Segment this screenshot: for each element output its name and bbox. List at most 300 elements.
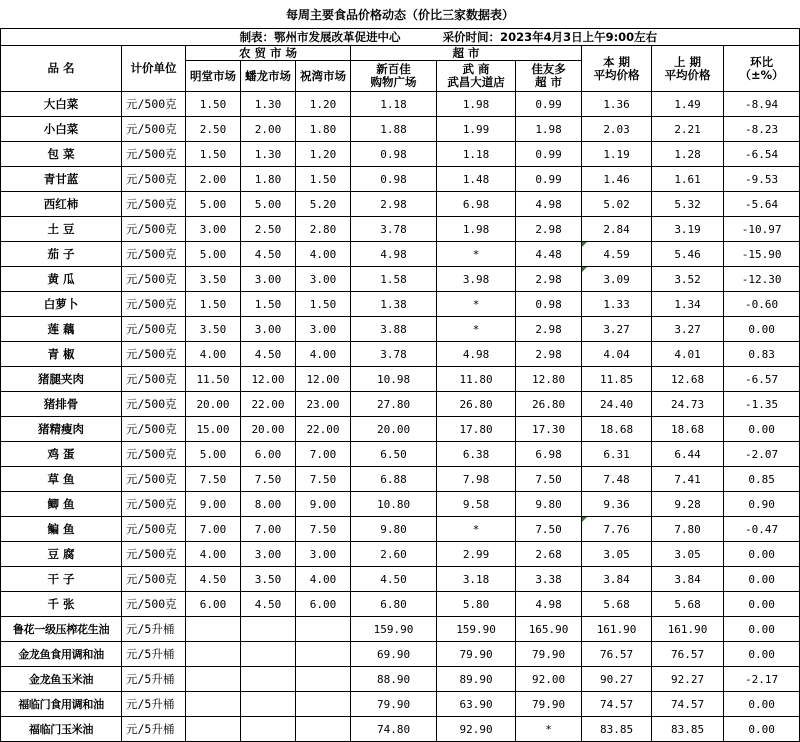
- price-cell-s1: 6.88: [351, 467, 437, 492]
- price-cell-prev: 92.27: [652, 667, 724, 692]
- price-cell-prev: 3.52: [652, 267, 724, 292]
- price-cell-m1: [186, 667, 241, 692]
- price-cell-s1: 0.98: [351, 142, 437, 167]
- price-cell-m1: 20.00: [186, 392, 241, 417]
- price-cell-prev: 3.05: [652, 542, 724, 567]
- price-cell-cur: 1.19: [582, 142, 652, 167]
- table-row: [1, 292, 800, 317]
- price-cell-m3: [296, 692, 351, 717]
- item-unit: 元/500克: [122, 567, 186, 592]
- price-cell-s1: 1.38: [351, 292, 437, 317]
- item-name: 青甘蓝: [1, 167, 122, 192]
- price-cell-s1: 1.58: [351, 267, 437, 292]
- item-name: 莲 藕: [1, 317, 122, 342]
- price-cell-m2: 8.00: [241, 492, 296, 517]
- price-cell-cur: 76.57: [582, 642, 652, 667]
- item-unit: 元/500克: [122, 317, 186, 342]
- header-previous-avg: 上 期 平均价格: [652, 46, 724, 92]
- price-cell-s2: 63.90: [437, 692, 516, 717]
- price-cell-cur: 11.85: [582, 367, 652, 392]
- price-cell-chg: 0.00: [724, 717, 800, 742]
- price-cell-cur: 4.04: [582, 342, 652, 367]
- item-unit: 元/500克: [122, 92, 186, 117]
- table-title: 每周主要食品价格动态（价比三家数据表）: [285, 8, 514, 22]
- price-cell-m1: 4.00: [186, 342, 241, 367]
- meta-row: [1, 29, 800, 46]
- price-cell-s1: 10.80: [351, 492, 437, 517]
- price-cell-m1: 2.00: [186, 167, 241, 192]
- item-name: 金龙鱼食用调和油: [1, 642, 122, 667]
- price-cell-prev: 76.57: [652, 642, 724, 667]
- price-cell-chg: 0.00: [724, 692, 800, 717]
- price-cell-m2: 2.50: [241, 217, 296, 242]
- price-cell-prev: 3.19: [652, 217, 724, 242]
- header-market-1: 明堂市场: [186, 61, 241, 92]
- price-cell-cur: 1.36: [582, 92, 652, 117]
- price-cell-m1: 3.00: [186, 217, 241, 242]
- price-cell-s1: 9.80: [351, 517, 437, 542]
- price-cell-m1: 1.50: [186, 142, 241, 167]
- price-cell-s3: 2.98: [516, 267, 582, 292]
- price-cell-m2: [241, 667, 296, 692]
- price-cell-prev: 74.57: [652, 692, 724, 717]
- price-cell-m2: 4.50: [241, 592, 296, 617]
- price-cell-s3: 0.99: [516, 142, 582, 167]
- table-row: [1, 367, 800, 392]
- header-supermarket-3: 佳友多 超 市: [516, 61, 582, 92]
- price-cell-s2: *: [437, 242, 516, 267]
- price-cell-prev: 1.49: [652, 92, 724, 117]
- price-cell-s3: *: [516, 717, 582, 742]
- item-name: 土 豆: [1, 217, 122, 242]
- price-cell-prev: 9.28: [652, 492, 724, 517]
- table-row: [1, 442, 800, 467]
- price-cell-chg: 0.00: [724, 642, 800, 667]
- price-cell-m3: 3.00: [296, 267, 351, 292]
- item-name: 包 菜: [1, 142, 122, 167]
- price-cell-m2: 20.00: [241, 417, 296, 442]
- price-cell-m3: 7.50: [296, 467, 351, 492]
- price-cell-m3: 4.00: [296, 342, 351, 367]
- price-cell-s1: 10.98: [351, 367, 437, 392]
- price-cell-cur: 2.03: [582, 117, 652, 142]
- price-cell-m1: 1.50: [186, 292, 241, 317]
- item-unit: 元/500克: [122, 292, 186, 317]
- price-cell-chg: 0.00: [724, 317, 800, 342]
- price-cell-m2: 2.00: [241, 117, 296, 142]
- item-name: 茄 子: [1, 242, 122, 267]
- item-name: 鸡 蛋: [1, 442, 122, 467]
- price-cell-m2: 1.80: [241, 167, 296, 192]
- price-cell-s1: 0.98: [351, 167, 437, 192]
- table-row: [1, 392, 800, 417]
- price-cell-prev: 83.85: [652, 717, 724, 742]
- price-cell-s3: 7.50: [516, 517, 582, 542]
- price-cell-chg: -2.07: [724, 442, 800, 467]
- item-unit: 元/500克: [122, 417, 186, 442]
- price-cell-prev: 1.28: [652, 142, 724, 167]
- item-unit: 元/500克: [122, 592, 186, 617]
- item-unit: 元/500克: [122, 517, 186, 542]
- price-cell-chg: -1.35: [724, 392, 800, 417]
- price-cell-s2: 6.98: [437, 192, 516, 217]
- price-cell-chg: -15.90: [724, 242, 800, 267]
- item-name: 福临门食用调和油: [1, 692, 122, 717]
- table-row: [1, 592, 800, 617]
- price-cell-s2: *: [437, 292, 516, 317]
- maker-cell: 制表：鄂州市发展改革促进中心: [1, 29, 437, 46]
- price-cell-cur: 24.40: [582, 392, 652, 417]
- price-cell-prev: 5.32: [652, 192, 724, 217]
- price-cell-s1: 1.88: [351, 117, 437, 142]
- price-cell-s1: 3.78: [351, 217, 437, 242]
- item-unit: 元/500克: [122, 467, 186, 492]
- price-cell-m2: [241, 617, 296, 642]
- price-cell-prev: 24.73: [652, 392, 724, 417]
- table-row: [1, 317, 800, 342]
- price-cell-chg: 0.83: [724, 342, 800, 367]
- price-cell-s3: 0.99: [516, 167, 582, 192]
- price-cell-prev: 3.27: [652, 317, 724, 342]
- price-cell-m2: 1.30: [241, 142, 296, 167]
- price-cell-s2: 9.58: [437, 492, 516, 517]
- price-cell-s3: 0.98: [516, 292, 582, 317]
- price-cell-prev: 7.41: [652, 467, 724, 492]
- table-row: [1, 642, 800, 667]
- table-row: [1, 717, 800, 742]
- price-cell-prev: 3.84: [652, 567, 724, 592]
- table-row: [1, 167, 800, 192]
- table-row: [1, 217, 800, 242]
- price-cell-cur: 2.84: [582, 217, 652, 242]
- price-cell-chg: 0.90: [724, 492, 800, 517]
- price-cell-s2: 1.98: [437, 217, 516, 242]
- price-cell-m2: 4.50: [241, 242, 296, 267]
- price-cell-s2: 1.18: [437, 142, 516, 167]
- price-cell-chg: -5.64: [724, 192, 800, 217]
- price-cell-m3: 1.20: [296, 92, 351, 117]
- price-cell-chg: -6.54: [724, 142, 800, 167]
- price-cell-prev: 6.44: [652, 442, 724, 467]
- table-row: [1, 692, 800, 717]
- item-unit: 元/500克: [122, 367, 186, 392]
- price-cell-prev: 5.68: [652, 592, 724, 617]
- price-cell-prev: 1.34: [652, 292, 724, 317]
- price-cell-m3: [296, 642, 351, 667]
- price-cell-chg: -8.94: [724, 92, 800, 117]
- price-cell-m2: 22.00: [241, 392, 296, 417]
- price-cell-m3: 1.20: [296, 142, 351, 167]
- table-row: [1, 267, 800, 292]
- item-name: 千 张: [1, 592, 122, 617]
- price-cell-s2: 92.90: [437, 717, 516, 742]
- price-cell-m2: [241, 692, 296, 717]
- price-cell-s3: 4.48: [516, 242, 582, 267]
- price-cell-m3: [296, 617, 351, 642]
- price-cell-cur: 7.76: [582, 517, 652, 542]
- price-cell-prev: 4.01: [652, 342, 724, 367]
- price-cell-m3: 9.00: [296, 492, 351, 517]
- price-cell-s3: 79.90: [516, 642, 582, 667]
- header-row-1: [1, 46, 800, 61]
- price-cell-chg: -0.60: [724, 292, 800, 317]
- price-cell-m1: 3.50: [186, 267, 241, 292]
- price-cell-chg: -6.57: [724, 367, 800, 392]
- price-cell-m1: [186, 617, 241, 642]
- item-name: 小白菜: [1, 117, 122, 142]
- price-cell-cur: 1.46: [582, 167, 652, 192]
- price-cell-s3: 4.98: [516, 592, 582, 617]
- price-cell-m2: 7.00: [241, 517, 296, 542]
- price-cell-s1: 2.98: [351, 192, 437, 217]
- price-cell-s3: 79.90: [516, 692, 582, 717]
- price-cell-prev: 12.68: [652, 367, 724, 392]
- price-cell-cur: 9.36: [582, 492, 652, 517]
- price-cell-cur: 4.59: [582, 242, 652, 267]
- price-cell-cur: 3.05: [582, 542, 652, 567]
- table-row: [1, 117, 800, 142]
- price-cell-s1: 4.50: [351, 567, 437, 592]
- item-name: 鲫 鱼: [1, 492, 122, 517]
- price-cell-s2: 1.98: [437, 92, 516, 117]
- item-unit: 元/5升桶: [122, 617, 186, 642]
- table-body: [1, 29, 800, 742]
- price-cell-chg: 0.00: [724, 617, 800, 642]
- price-cell-chg: -9.53: [724, 167, 800, 192]
- item-name: 白萝卜: [1, 292, 122, 317]
- price-cell-s2: 17.80: [437, 417, 516, 442]
- item-name: 鳊 鱼: [1, 517, 122, 542]
- item-name: 大白菜: [1, 92, 122, 117]
- item-name: 黄 瓜: [1, 267, 122, 292]
- price-cell-m3: [296, 717, 351, 742]
- table-row: [1, 542, 800, 567]
- item-unit: 元/500克: [122, 117, 186, 142]
- price-cell-s2: 2.99: [437, 542, 516, 567]
- price-cell-s2: 89.90: [437, 667, 516, 692]
- price-cell-s1: 6.80: [351, 592, 437, 617]
- price-cell-m3: 1.50: [296, 167, 351, 192]
- item-name: 鲁花一级压榨花生油: [1, 617, 122, 642]
- price-cell-s1: 79.90: [351, 692, 437, 717]
- price-cell-cur: 3.84: [582, 567, 652, 592]
- price-cell-m3: 1.50: [296, 292, 351, 317]
- item-unit: 元/5升桶: [122, 692, 186, 717]
- item-unit: 元/5升桶: [122, 667, 186, 692]
- price-cell-prev: 7.80: [652, 517, 724, 542]
- price-cell-prev: 2.21: [652, 117, 724, 142]
- price-cell-s1: 69.90: [351, 642, 437, 667]
- price-cell-s2: 5.80: [437, 592, 516, 617]
- header-farm-group: 农 贸 市 场: [186, 46, 351, 61]
- price-cell-m1: 4.00: [186, 542, 241, 567]
- price-cell-m2: 3.00: [241, 542, 296, 567]
- price-cell-s3: 9.80: [516, 492, 582, 517]
- price-cell-s1: 74.80: [351, 717, 437, 742]
- price-cell-cur: 90.27: [582, 667, 652, 692]
- price-cell-s3: 165.90: [516, 617, 582, 642]
- price-cell-chg: -2.17: [724, 667, 800, 692]
- price-cell-m3: 23.00: [296, 392, 351, 417]
- price-cell-s2: 6.38: [437, 442, 516, 467]
- price-cell-chg: 0.00: [724, 567, 800, 592]
- price-cell-chg: -12.30: [724, 267, 800, 292]
- price-cell-m3: 3.00: [296, 542, 351, 567]
- price-cell-m2: 12.00: [241, 367, 296, 392]
- price-table-frame: [0, 28, 800, 736]
- table-row: [1, 667, 800, 692]
- price-cell-m1: 5.00: [186, 442, 241, 467]
- item-name: 猪排骨: [1, 392, 122, 417]
- price-cell-s3: 92.00: [516, 667, 582, 692]
- price-cell-s2: 1.99: [437, 117, 516, 142]
- price-cell-m3: 12.00: [296, 367, 351, 392]
- price-cell-prev: 1.61: [652, 167, 724, 192]
- item-unit: 元/5升桶: [122, 717, 186, 742]
- price-cell-s3: 26.80: [516, 392, 582, 417]
- item-unit: 元/500克: [122, 167, 186, 192]
- header-current-avg: 本 期 平均价格: [582, 46, 652, 92]
- price-cell-m3: 6.00: [296, 592, 351, 617]
- price-cell-s3: 12.80: [516, 367, 582, 392]
- price-cell-cur: 3.27: [582, 317, 652, 342]
- price-cell-m3: 4.00: [296, 567, 351, 592]
- item-name: 草 鱼: [1, 467, 122, 492]
- item-unit: 元/500克: [122, 217, 186, 242]
- price-cell-cur: 6.31: [582, 442, 652, 467]
- price-cell-s2: 4.98: [437, 342, 516, 367]
- price-cell-s3: 2.98: [516, 317, 582, 342]
- item-unit: 元/500克: [122, 542, 186, 567]
- price-cell-cur: 3.09: [582, 267, 652, 292]
- price-cell-m1: 6.00: [186, 592, 241, 617]
- item-unit: 元/500克: [122, 342, 186, 367]
- price-cell-m2: [241, 642, 296, 667]
- header-unit: 计价单位: [122, 46, 186, 92]
- price-cell-m1: 4.50: [186, 567, 241, 592]
- price-cell-s3: 7.50: [516, 467, 582, 492]
- price-cell-m3: 22.00: [296, 417, 351, 442]
- price-cell-m1: [186, 692, 241, 717]
- price-cell-m1: 7.50: [186, 467, 241, 492]
- item-unit: 元/500克: [122, 242, 186, 267]
- price-cell-s2: *: [437, 317, 516, 342]
- price-cell-s1: 20.00: [351, 417, 437, 442]
- item-unit: 元/5升桶: [122, 642, 186, 667]
- price-cell-m1: 2.50: [186, 117, 241, 142]
- price-cell-s3: 6.98: [516, 442, 582, 467]
- price-cell-s3: 2.98: [516, 217, 582, 242]
- price-cell-prev: 5.46: [652, 242, 724, 267]
- price-cell-s2: 159.90: [437, 617, 516, 642]
- price-cell-s2: 1.48: [437, 167, 516, 192]
- item-unit: 元/500克: [122, 392, 186, 417]
- item-name: 豆 腐: [1, 542, 122, 567]
- price-cell-m2: 1.50: [241, 292, 296, 317]
- price-cell-m1: 5.00: [186, 242, 241, 267]
- item-name: 西红柿: [1, 192, 122, 217]
- price-cell-m3: 4.00: [296, 242, 351, 267]
- price-cell-s1: 3.88: [351, 317, 437, 342]
- price-cell-prev: 161.90: [652, 617, 724, 642]
- price-cell-m2: 3.00: [241, 267, 296, 292]
- price-cell-m3: 7.50: [296, 517, 351, 542]
- item-unit: 元/500克: [122, 492, 186, 517]
- price-cell-s2: 11.80: [437, 367, 516, 392]
- price-cell-m1: 11.50: [186, 367, 241, 392]
- price-cell-m2: 7.50: [241, 467, 296, 492]
- table-row: [1, 517, 800, 542]
- item-unit: 元/500克: [122, 442, 186, 467]
- price-cell-m2: 6.00: [241, 442, 296, 467]
- price-cell-m2: 4.50: [241, 342, 296, 367]
- item-name: 青 椒: [1, 342, 122, 367]
- price-cell-s3: 0.99: [516, 92, 582, 117]
- table-row: [1, 92, 800, 117]
- price-cell-cur: 18.68: [582, 417, 652, 442]
- price-cell-s3: 1.98: [516, 117, 582, 142]
- price-cell-s1: 3.78: [351, 342, 437, 367]
- price-cell-m1: [186, 642, 241, 667]
- price-cell-chg: 0.00: [724, 542, 800, 567]
- price-cell-chg: 0.00: [724, 417, 800, 442]
- price-cell-s1: 2.60: [351, 542, 437, 567]
- item-name: 金龙鱼玉米油: [1, 667, 122, 692]
- table-row: [1, 142, 800, 167]
- price-cell-cur: 161.90: [582, 617, 652, 642]
- price-cell-m2: 1.30: [241, 92, 296, 117]
- price-cell-chg: -10.97: [724, 217, 800, 242]
- price-cell-m1: 3.50: [186, 317, 241, 342]
- item-unit: 元/500克: [122, 142, 186, 167]
- item-name: 干 子: [1, 567, 122, 592]
- price-cell-prev: 18.68: [652, 417, 724, 442]
- price-cell-s1: 1.18: [351, 92, 437, 117]
- table-row: [1, 192, 800, 217]
- item-name: 猪腿夹肉: [1, 367, 122, 392]
- item-name: 猪精瘦肉: [1, 417, 122, 442]
- price-cell-s1: 88.90: [351, 667, 437, 692]
- price-cell-m3: [296, 667, 351, 692]
- header-change: 环比 （±%）: [724, 46, 800, 92]
- price-cell-s3: 2.68: [516, 542, 582, 567]
- price-cell-m1: 15.00: [186, 417, 241, 442]
- price-cell-m1: 5.00: [186, 192, 241, 217]
- item-name: 福临门玉米油: [1, 717, 122, 742]
- price-cell-m2: 3.00: [241, 317, 296, 342]
- price-cell-chg: -8.23: [724, 117, 800, 142]
- price-cell-m1: 9.00: [186, 492, 241, 517]
- price-cell-cur: 7.48: [582, 467, 652, 492]
- price-cell-m3: 3.00: [296, 317, 351, 342]
- header-name: 品 名: [1, 46, 122, 92]
- time-cell: 采价时间：2023年4月3日上午9:00左右: [437, 29, 800, 46]
- table-row: [1, 242, 800, 267]
- price-cell-s2: 7.98: [437, 467, 516, 492]
- price-cell-s2: 3.98: [437, 267, 516, 292]
- price-cell-s1: 4.98: [351, 242, 437, 267]
- price-cell-s2: 79.90: [437, 642, 516, 667]
- table-row: [1, 492, 800, 517]
- price-cell-m2: 5.00: [241, 192, 296, 217]
- header-market-2: 蟠龙市场: [241, 61, 296, 92]
- price-cell-s2: *: [437, 517, 516, 542]
- header-supermarket-2: 武 商 武昌大道店: [437, 61, 516, 92]
- price-cell-chg: -0.47: [724, 517, 800, 542]
- price-cell-chg: 0.00: [724, 592, 800, 617]
- price-cell-cur: 74.57: [582, 692, 652, 717]
- price-cell-m3: 7.00: [296, 442, 351, 467]
